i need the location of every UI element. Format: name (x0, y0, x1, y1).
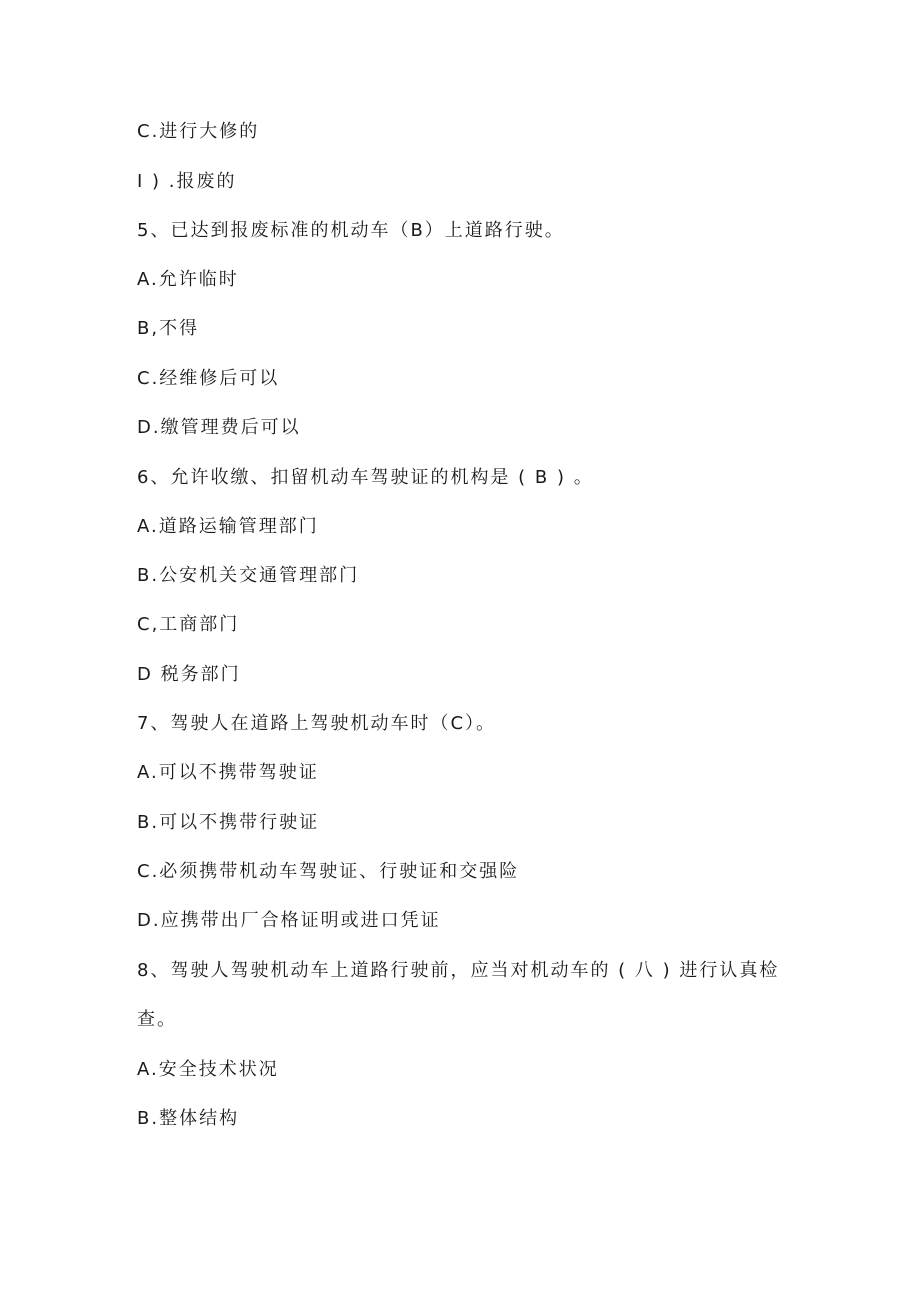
q7-option-d: D.应携带出厂合格证明或进口凭证 (137, 910, 441, 931)
q8-option-a: A.安全技术状况 (137, 1059, 279, 1080)
question-8: 8、驾驶人驾驶机动车上道路行驶前，应当对机动车的 ( 八 ) 进行认真检 (137, 960, 780, 981)
q7-option-b: B.可以不携带行驶证 (137, 812, 320, 833)
option-c-major-repair: C.进行大修的 (137, 121, 260, 142)
q6-option-d: D 税务部门 (137, 664, 241, 685)
q7-option-c: C.必须携带机动车驾驶证、行驶证和交强险 (137, 861, 520, 882)
question-7: 7、驾驶人在道路上驾驶机动车时（C）。 (137, 713, 497, 734)
question-6: 6、允许收缴、扣留机动车驾驶证的机构是 ( B ) 。 (137, 467, 594, 488)
q6-option-a: A.道路运输管理部门 (137, 516, 319, 537)
question-8-continued: 查。 (137, 1009, 177, 1030)
q5-option-d: D.缴管理费后可以 (137, 417, 301, 438)
q5-option-a: A.允许临时 (137, 269, 239, 290)
q6-option-c: C,工商部门 (137, 614, 240, 635)
q6-option-b: B.公安机关交通管理部门 (137, 565, 360, 586)
q8-option-b: B.整体结构 (137, 1108, 240, 1129)
q5-option-b: B,不得 (137, 318, 200, 339)
option-d-scrapped: I ) .报废的 (137, 171, 237, 192)
question-5: 5、已达到报废标准的机动车（B）上道路行驶。 (137, 220, 565, 241)
q7-option-a: A.可以不携带驾驶证 (137, 762, 319, 783)
q5-option-c: C.经维修后可以 (137, 368, 280, 389)
